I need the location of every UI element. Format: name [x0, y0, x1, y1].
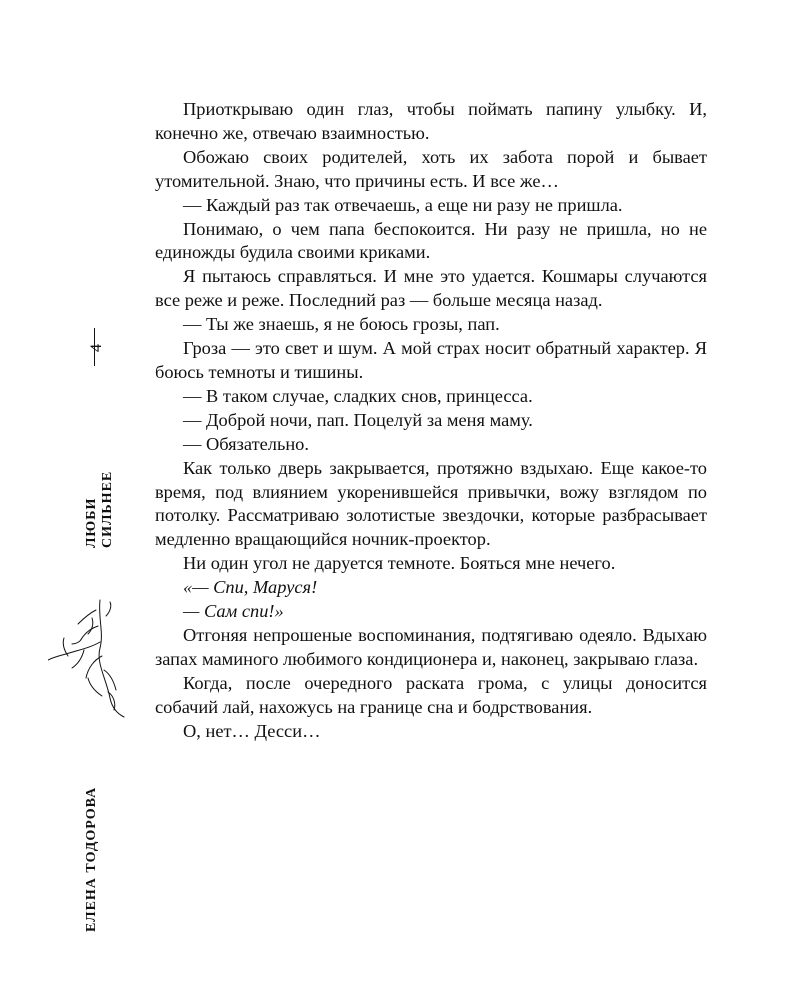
paragraph: Обожаю своих родителей, хоть их забота порой и бывает утомительной. Знаю, что причины есть. И все же… [155, 146, 707, 191]
tree-branch-icon [48, 598, 138, 718]
paragraph: — В таком случае, сладких снов, принцесса. [183, 385, 533, 406]
paragraph-italic: «— Спи, Маруся! [183, 577, 318, 598]
body-text [155, 98, 707, 743]
paragraph: Когда, после очередного раската грома, с улицы доносится собачий лай, нахожусь на границе сна и бодрствования. [155, 672, 707, 717]
paragraph: — Обязательно. [183, 433, 309, 454]
paragraph: Понимаю, о чем папа беспокоится. Ни разу не пришла, но не единожды будила своими криками. [155, 218, 707, 263]
paragraph: Гроза — это свет и шум. А мой страх носит обратный характер. Я боюсь темноты и тишины. [155, 338, 707, 382]
page-number: 4 [88, 344, 105, 352]
running-header-author: ЕЛЕНА ТОДОРОВА [84, 786, 99, 932]
running-header-series-title: ЛЮБИ СИЛЬНЕЕ [84, 470, 115, 548]
paragraph: О, нет… Десси… [183, 720, 321, 741]
paragraph: Я пытаюсь справляться. И мне это удается. Кошмары случаются все реже и реже. Последний раз — больше месяца назад. [155, 266, 707, 311]
paragraph: Приоткрываю один глаз, чтобы поймать папину улыбку. И, конечно же, отвечаю взаимностью. [155, 99, 707, 143]
paragraph: Ни один угол не даруется темноте. Бояться мне нечего. [183, 553, 616, 574]
paragraph: — Доброй ночи, пап. Поцелуй за меня маму. [183, 409, 533, 430]
paragraph: Как только дверь закрывается, протяжно вздыхаю. Еще какое-то время, под влиянием укоренившейся привычки, вожу взглядом по потолку. Рассматриваю золотистые звездочки, которые разбрасывает медленно вращающийся ночник-проектор. [155, 457, 707, 550]
paragraph-italic: — Сам спи!» [183, 601, 284, 622]
paragraph: — Ты же знаешь, я не боюсь грозы, пап. [183, 314, 500, 335]
paragraph: Отгоняя непрошеные воспоминания, подтягиваю одеяло. Вдыхаю запах маминого любимого кондиционера и, наконец, закрываю глаза. [155, 624, 707, 669]
paragraph: — Каждый раз так отвечаешь, а еще ни разу не пришла. [183, 194, 623, 215]
